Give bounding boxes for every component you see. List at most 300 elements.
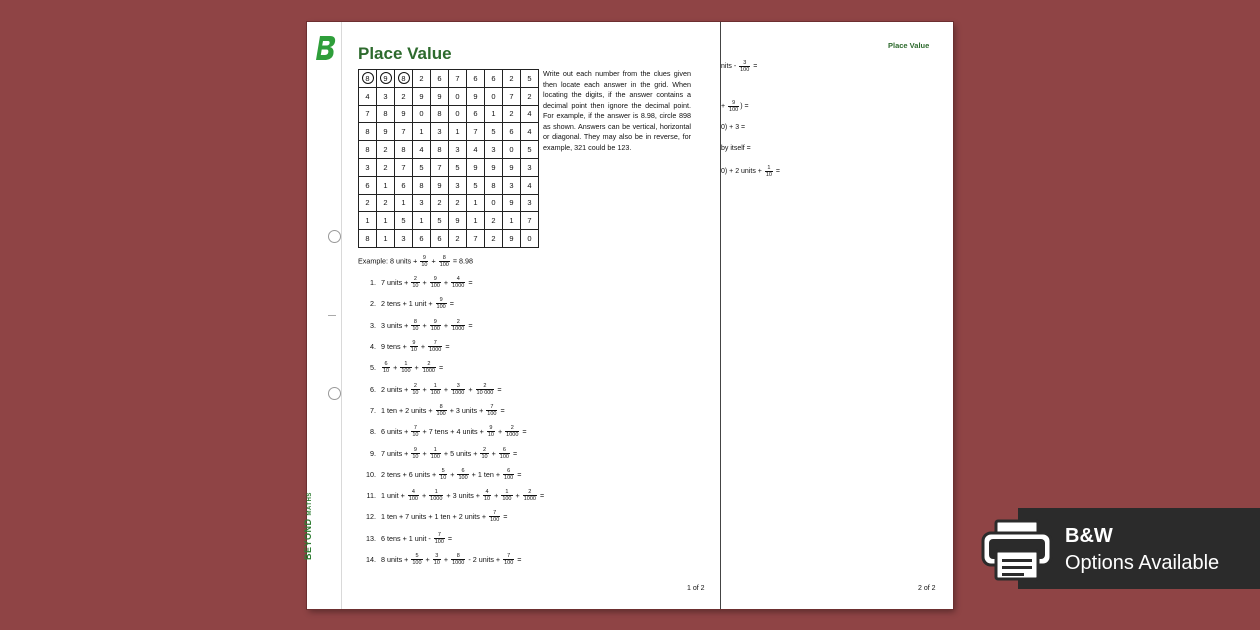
fraction-numerator: 6	[499, 447, 510, 454]
fraction-denominator: 10	[410, 347, 417, 354]
grid-cell[interactable]	[377, 105, 395, 123]
badge-title: B&W	[1065, 525, 1113, 547]
fraction-numerator: 7	[434, 532, 445, 539]
grid-row	[359, 194, 539, 212]
grid-cell[interactable]	[503, 230, 521, 248]
fraction-denominator: 10	[765, 172, 772, 178]
fraction	[400, 361, 411, 374]
grid-cell[interactable]	[431, 123, 449, 141]
grid-cell[interactable]	[449, 194, 467, 212]
fraction-denominator: 100	[439, 262, 449, 268]
grid-digit: 9	[509, 198, 514, 208]
page2-question-fragment	[721, 60, 757, 73]
fraction-numerator: 7	[486, 404, 497, 411]
grid-cell[interactable]	[521, 212, 539, 230]
fraction-numerator: 9	[430, 319, 441, 326]
grid-cell[interactable]	[503, 158, 521, 176]
grid-digit: 8	[383, 109, 388, 119]
grid-cell[interactable]	[485, 70, 503, 88]
grid-cell[interactable]	[377, 123, 395, 141]
expr-text: =	[466, 320, 473, 330]
grid-digit: 8	[401, 145, 406, 155]
grid-cell[interactable]	[485, 212, 503, 230]
grid-digit: 2	[527, 91, 532, 101]
fraction-numerator: 9	[410, 340, 418, 347]
grid-cell[interactable]	[521, 176, 539, 194]
grid-cell[interactable]	[467, 212, 485, 230]
grid-digit: 3	[491, 145, 496, 155]
grid-cell[interactable]	[395, 123, 413, 141]
grid-cell[interactable]	[467, 70, 485, 88]
fraction-denominator: 1000	[452, 283, 465, 290]
grid-cell[interactable]	[521, 230, 539, 248]
grid-digit: 2	[491, 216, 496, 226]
fraction-numerator: 3	[433, 553, 441, 560]
fraction	[505, 425, 519, 438]
expr-text: 1 ten + 7 units + 1 ten + 2 units +	[381, 512, 489, 522]
fraction-numerator: 7	[411, 425, 419, 432]
grid-cell[interactable]	[431, 105, 449, 123]
fraction-denominator: 1000	[452, 560, 465, 566]
fraction	[765, 165, 773, 178]
grid-cell[interactable]	[395, 141, 413, 159]
grid-cell[interactable]	[485, 158, 503, 176]
expr-text: +	[391, 363, 400, 373]
fraction-numerator: 3	[739, 60, 750, 67]
grid-digit: 9	[509, 234, 514, 244]
grid-cell[interactable]	[359, 70, 377, 88]
grid-digit: 3	[509, 180, 514, 190]
fraction-denominator: 1000	[422, 368, 435, 375]
question-item	[360, 315, 544, 336]
expr-text: =	[515, 469, 522, 479]
page2-question-fragment	[721, 100, 749, 113]
grid-cell[interactable]	[431, 87, 449, 105]
expr-text: 9 tens +	[381, 342, 409, 352]
grid-cell[interactable]	[431, 70, 449, 88]
fraction-numerator: 7	[428, 340, 442, 347]
expr-text: + 7 tens + 4 units +	[420, 427, 486, 437]
expr-text: +	[441, 384, 451, 394]
fraction-denominator: 100	[430, 283, 440, 290]
grid-cell[interactable]	[377, 70, 395, 88]
grid-cell[interactable]	[377, 158, 395, 176]
grid-cell[interactable]	[449, 212, 467, 230]
grid-cell[interactable]	[467, 123, 485, 141]
worksheet-page-1	[303, 22, 721, 609]
grid-cell[interactable]	[395, 158, 413, 176]
grid-digit: 6	[473, 109, 478, 119]
expr-text: +	[448, 469, 457, 479]
expr-text: +	[489, 448, 498, 458]
grid-cell[interactable]	[359, 105, 377, 123]
grid-cell[interactable]	[395, 230, 413, 248]
fraction	[382, 361, 390, 374]
grid-cell[interactable]	[485, 141, 503, 159]
fraction	[476, 383, 495, 396]
fraction-numerator: 2	[411, 383, 419, 390]
grid-cell[interactable]	[413, 87, 431, 105]
fraction-numerator: 1	[400, 361, 411, 368]
grid-digit: 8	[362, 72, 374, 84]
grid-cell[interactable]	[359, 87, 377, 105]
question-number: 1.	[370, 278, 376, 288]
grid-digit: 7	[455, 73, 460, 83]
fraction-denominator: 10	[421, 262, 428, 268]
expr-text: +	[721, 103, 728, 110]
grid-cell[interactable]	[485, 87, 503, 105]
grid-digit: 9	[437, 180, 442, 190]
grid-cell[interactable]	[413, 70, 431, 88]
fraction-denominator: 10	[481, 453, 488, 460]
grid-cell[interactable]	[467, 230, 485, 248]
grid-digit: 8	[491, 180, 496, 190]
grid-digit: 9	[491, 162, 496, 172]
expr-text: +	[441, 320, 451, 330]
grid-cell[interactable]	[521, 158, 539, 176]
fraction-numerator: 4	[451, 276, 465, 283]
fraction-denominator: 10	[412, 283, 419, 290]
question-number: 8.	[370, 427, 376, 437]
grid-digit: 6	[509, 127, 514, 137]
grid-digit: 1	[491, 109, 496, 119]
expr-text: =	[520, 427, 527, 437]
question-number: 11.	[366, 491, 376, 501]
grid-cell[interactable]	[467, 158, 485, 176]
fraction-numerator: 9	[436, 297, 447, 304]
grid-cell[interactable]	[395, 105, 413, 123]
question-number: 6.	[370, 384, 376, 394]
grid-digit: 4	[365, 91, 370, 101]
fraction-denominator: 100	[401, 368, 411, 375]
grid-digit: 9	[473, 91, 478, 101]
grid-digit: 1	[455, 127, 460, 137]
fraction-denominator: 100	[436, 304, 446, 311]
question-number: 10.	[366, 469, 376, 479]
fraction	[487, 425, 495, 438]
expr-text: 7 units +	[381, 278, 411, 288]
question-number: 13.	[366, 533, 376, 543]
fraction-numerator: 6	[503, 468, 514, 475]
fraction	[436, 404, 447, 417]
grid-digit: 9	[383, 127, 388, 137]
grid-digit: 1	[473, 216, 478, 226]
grid-digit: 2	[491, 234, 496, 244]
fraction-denominator: 100	[740, 67, 750, 73]
grid-cell[interactable]	[503, 212, 521, 230]
instructions-text: Write out each number from the clues given then locate each answer in the grid. When locating the digits, if the answer contains a decimal point then ignore the decimal point. For example, if the answer is 8.98, circle 898 as shown. Answers can be vertical, horizontal or diagonal. They may also be in reverse, for example, 321 could be 123.	[543, 69, 691, 152]
expr-text: +	[513, 491, 522, 501]
grid-digit: 3	[455, 145, 460, 155]
grid-cell[interactable]	[449, 87, 467, 105]
grid-cell[interactable]	[485, 105, 503, 123]
fraction-denominator: 100	[502, 496, 512, 503]
fraction	[451, 383, 465, 396]
grid-cell[interactable]	[521, 123, 539, 141]
grid-digit: 2	[509, 73, 514, 83]
grid-cell[interactable]	[359, 212, 377, 230]
grid-cell[interactable]	[395, 87, 413, 105]
grid-cell[interactable]	[467, 87, 485, 105]
grid-digit: 6	[437, 73, 442, 83]
grid-digit: 8	[419, 180, 424, 190]
grid-cell[interactable]	[431, 194, 449, 212]
fraction	[411, 319, 419, 332]
page-number: 1 of 2	[687, 585, 705, 592]
expr-text: +	[423, 555, 432, 564]
grid-digit: 6	[491, 73, 496, 83]
grid-cell[interactable]	[521, 194, 539, 212]
fraction-numerator: 9	[411, 447, 419, 454]
grid-cell[interactable]	[377, 230, 395, 248]
grid-digit: 2	[437, 198, 442, 208]
grid-cell[interactable]	[503, 70, 521, 88]
expr-text: 7 units +	[381, 448, 411, 458]
grid-cell[interactable]	[449, 230, 467, 248]
grid-cell[interactable]	[467, 141, 485, 159]
expr-text: +	[466, 384, 475, 394]
grid-cell[interactable]	[413, 230, 431, 248]
question-item	[360, 442, 544, 463]
grid-cell[interactable]	[395, 70, 413, 88]
question-item	[360, 336, 544, 357]
grid-cell[interactable]	[359, 230, 377, 248]
grid-digit: 7	[473, 127, 478, 137]
expr-text: 3 units +	[381, 320, 411, 330]
expr-text: +	[495, 427, 505, 437]
grid-cell[interactable]	[359, 158, 377, 176]
grid-digit: 0	[455, 91, 460, 101]
expr-text: by itself =	[721, 145, 751, 152]
expr-text: =	[445, 533, 453, 543]
fraction-denominator: 100	[504, 474, 514, 481]
fraction-numerator: 9	[728, 100, 739, 107]
fraction-numerator: 1	[430, 383, 441, 390]
fraction	[411, 553, 422, 566]
grid-cell[interactable]	[431, 141, 449, 159]
grid-digit: 4	[527, 109, 532, 119]
grid-digit: 3	[365, 162, 370, 172]
grid-cell[interactable]	[413, 123, 431, 141]
question-number: 5.	[370, 363, 376, 373]
grid-digit: 9	[455, 216, 460, 226]
grid-cell[interactable]	[377, 176, 395, 194]
expr-text: 1 unit +	[381, 491, 407, 501]
fraction-denominator: 100	[504, 560, 514, 566]
grid-digit: 7	[401, 127, 406, 137]
fraction	[503, 468, 514, 481]
expr-text: 2 tens + 1 unit +	[381, 299, 435, 309]
grid-digit: 1	[419, 127, 424, 137]
expr-text: + 5 units +	[441, 448, 480, 458]
grid-cell[interactable]	[449, 70, 467, 88]
grid-digit: 2	[365, 198, 370, 208]
fraction-numerator: 1	[429, 489, 443, 496]
question-number: 12.	[366, 512, 376, 522]
grid-cell[interactable]	[503, 194, 521, 212]
expr-text: + 1 ten +	[469, 469, 503, 479]
grid-cell[interactable]	[359, 123, 377, 141]
grid-digit: 0	[527, 234, 532, 244]
grid-cell[interactable]	[521, 105, 539, 123]
page-title: Place Value	[358, 44, 452, 63]
page2-question-fragment	[721, 165, 780, 178]
grid-row	[359, 70, 539, 88]
fraction	[501, 489, 512, 502]
grid-cell[interactable]	[413, 141, 431, 159]
expr-text: 6 tens + 1 unit -	[381, 533, 433, 543]
grid-cell[interactable]	[431, 230, 449, 248]
fraction-denominator: 100	[436, 410, 446, 417]
worksheet-page-2	[721, 22, 953, 609]
grid-cell[interactable]	[359, 194, 377, 212]
fraction	[499, 447, 510, 460]
question-list	[360, 272, 544, 570]
question-number: 4.	[370, 342, 376, 352]
fraction-denominator: 1000	[452, 325, 465, 332]
expr-text: =	[466, 278, 473, 288]
grid-row	[359, 105, 539, 123]
grid-cell[interactable]	[467, 105, 485, 123]
grid-cell[interactable]	[503, 141, 521, 159]
grid-cell[interactable]	[467, 194, 485, 212]
fraction	[439, 468, 447, 481]
fraction-denominator: 10	[433, 560, 440, 566]
grid-cell[interactable]	[431, 176, 449, 194]
fraction	[410, 340, 418, 353]
grid-digit: 0	[491, 91, 496, 101]
grid-cell[interactable]	[521, 141, 539, 159]
page2-number: 2 of 2	[918, 585, 936, 592]
grid-digit: 8	[365, 145, 370, 155]
fraction	[411, 447, 419, 460]
expr-text: =	[501, 512, 508, 522]
grid-cell[interactable]	[503, 105, 521, 123]
fraction-numerator: 5	[411, 553, 422, 560]
grid-cell[interactable]	[377, 87, 395, 105]
grid-cell[interactable]	[377, 194, 395, 212]
grid-row	[359, 141, 539, 159]
expr-text: 6 units +	[381, 427, 411, 437]
grid-digit: 2	[455, 198, 460, 208]
fraction-numerator: 2	[505, 425, 519, 432]
expr-text: - 2 units +	[466, 555, 503, 564]
fraction-numerator: 4	[408, 489, 419, 496]
question-item	[360, 293, 544, 314]
question-item	[360, 400, 544, 421]
fraction	[422, 361, 436, 374]
grid-cell[interactable]	[413, 212, 431, 230]
grid-cell[interactable]	[449, 158, 467, 176]
expr-text: 2 tens + 6 units +	[381, 469, 439, 479]
grid-cell[interactable]	[377, 141, 395, 159]
fraction	[457, 468, 468, 481]
grid-digit: 8	[398, 72, 410, 84]
fraction	[428, 340, 442, 353]
grid-cell[interactable]	[485, 194, 503, 212]
grid-cell[interactable]	[521, 87, 539, 105]
grid-cell[interactable]	[485, 176, 503, 194]
fraction-numerator: 9	[420, 255, 428, 262]
fraction-denominator: 1000	[430, 496, 443, 503]
grid-cell[interactable]	[521, 70, 539, 88]
grid-digit: 7	[365, 109, 370, 119]
grid-cell[interactable]	[449, 105, 467, 123]
fraction	[439, 255, 450, 268]
grid-digit: 3	[527, 198, 532, 208]
question-number: 9.	[370, 448, 376, 458]
grid-cell[interactable]	[395, 176, 413, 194]
expr-text: +	[429, 256, 438, 266]
grid-row	[359, 158, 539, 176]
expr-text: +	[420, 448, 429, 458]
grid-digit: 0	[455, 109, 460, 119]
grid-cell[interactable]	[413, 158, 431, 176]
grid-cell[interactable]	[377, 212, 395, 230]
grid-cell[interactable]	[395, 212, 413, 230]
fraction-denominator: 1000	[452, 389, 465, 396]
fraction-numerator: 9	[430, 276, 441, 283]
fraction	[430, 447, 441, 460]
grid-cell[interactable]	[503, 87, 521, 105]
grid-cell[interactable]	[485, 123, 503, 141]
grid-cell[interactable]	[449, 141, 467, 159]
grid-row	[359, 212, 539, 230]
expr-text: Example: 8 units +	[358, 256, 420, 266]
grid-cell[interactable]	[359, 141, 377, 159]
fraction	[451, 319, 465, 332]
fraction-denominator: 10	[412, 453, 419, 460]
grid-cell[interactable]	[431, 158, 449, 176]
grid-digit: 6	[401, 180, 406, 190]
fraction-numerator: 9	[487, 425, 495, 432]
grid-digit: 4	[527, 127, 532, 137]
grid-cell[interactable]	[503, 176, 521, 194]
grid-digit: 9	[437, 91, 442, 101]
grid-cell[interactable]	[413, 194, 431, 212]
grid-cell[interactable]	[449, 123, 467, 141]
fraction	[434, 532, 445, 545]
fraction-denominator: 10	[487, 432, 494, 439]
grid-cell[interactable]	[413, 176, 431, 194]
grid-digit: 5	[419, 162, 424, 172]
expr-text: + 3 units +	[447, 405, 486, 415]
grid-cell[interactable]	[359, 176, 377, 194]
expr-text: =	[498, 405, 505, 415]
grid-cell[interactable]	[485, 230, 503, 248]
expr-text: +	[441, 278, 451, 288]
expr-text: +	[419, 491, 429, 501]
grid-digit: 3	[419, 198, 424, 208]
grid-digit: 5	[455, 162, 460, 172]
fraction-numerator: 2	[480, 447, 488, 454]
grid-cell[interactable]	[467, 176, 485, 194]
grid-cell[interactable]	[413, 105, 431, 123]
grid-cell[interactable]	[431, 212, 449, 230]
fraction-denominator: 100	[729, 107, 739, 113]
grid-cell[interactable]	[395, 194, 413, 212]
fraction	[411, 425, 419, 438]
grid-cell[interactable]	[503, 123, 521, 141]
fraction	[486, 404, 497, 417]
grid-cell[interactable]	[449, 176, 467, 194]
fraction-denominator: 10 000	[476, 389, 494, 396]
expr-text: +	[418, 342, 428, 352]
number-grid	[358, 69, 539, 248]
fraction-denominator: 100	[408, 496, 418, 503]
grid-digit: 5	[491, 127, 496, 137]
fraction-denominator: 100	[430, 325, 440, 332]
